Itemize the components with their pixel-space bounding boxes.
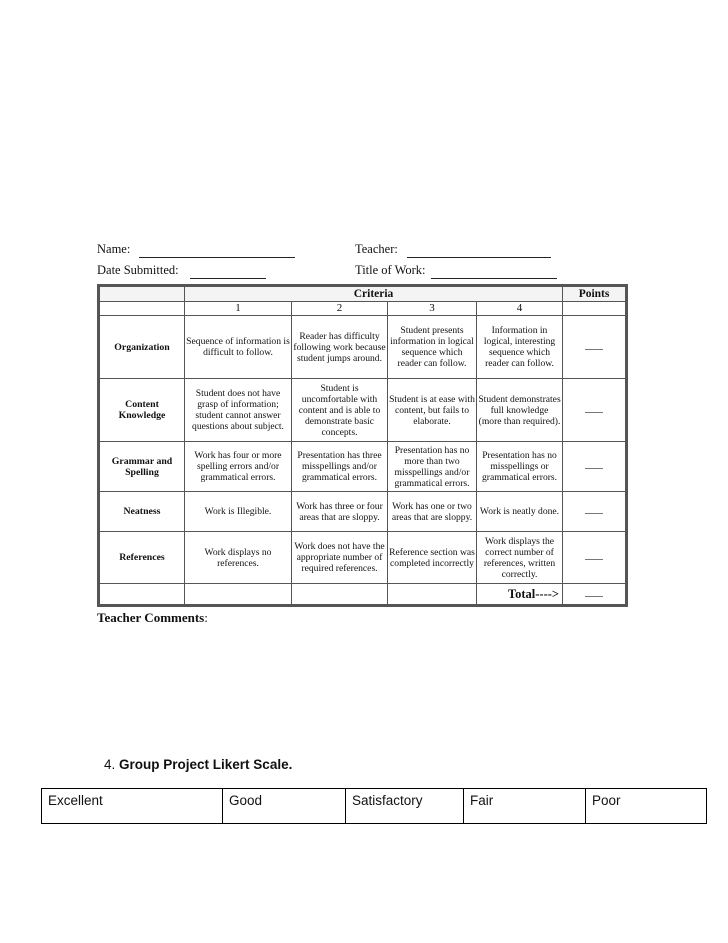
row-label: Neatness (99, 492, 185, 532)
criteria-cell: Work displays the correct number of references, written correctly. (477, 532, 563, 584)
criteria-cell: Student is uncomfortable with content and is able to demonstrate basic concepts. (292, 379, 388, 442)
criteria-cell: Reference section was completed incorrectly (388, 532, 477, 584)
row-label: References (99, 532, 185, 584)
criteria-cell: Information in logical, interesting sequence which reader can follow. (477, 316, 563, 379)
total-empty-cell (292, 584, 388, 606)
levels-points-cell (563, 302, 627, 316)
points-blank (585, 349, 603, 350)
total-empty-cell (185, 584, 292, 606)
criteria-cell: Work has four or more spelling errors and/or grammatical errors. (185, 442, 292, 492)
criteria-cell: Presentation has no more than two misspellings and/or grammatical errors. (388, 442, 477, 492)
points-cell (563, 532, 627, 584)
date-blank-line (190, 278, 266, 279)
points-cell (563, 492, 627, 532)
total-points-cell (563, 584, 627, 606)
criteria-header: Criteria (185, 286, 563, 302)
rubric-row-neatness (99, 492, 627, 532)
criteria-cell: Sequence of information is difficult to follow. (185, 316, 292, 379)
criteria-cell: Presentation has no misspellings or grammatical errors. (477, 442, 563, 492)
likert-option-satisfactory: Satisfactory (346, 789, 464, 824)
points-blank (585, 513, 603, 514)
criteria-cell: Reader has difficulty following work because student jumps around. (292, 316, 388, 379)
points-header: Points (563, 286, 627, 302)
criteria-cell: Work displays no references. (185, 532, 292, 584)
criteria-cell: Work does not have the appropriate number of required references. (292, 532, 388, 584)
level-3: 3 (388, 302, 477, 316)
criteria-cell: Student demonstrates full knowledge (more than required). (477, 379, 563, 442)
likert-option-fair: Fair (464, 789, 586, 824)
row-label: Grammar and Spelling (99, 442, 185, 492)
levels-corner-cell (99, 302, 185, 316)
points-blank (585, 559, 603, 560)
criteria-cell: Student is at ease with content, but fails to elaborate. (388, 379, 477, 442)
criteria-cell: Work has one or two areas that are sloppy. (388, 492, 477, 532)
criteria-cell: Student does not have grasp of information; student cannot answer questions about subject. (185, 379, 292, 442)
row-label: Organization (99, 316, 185, 379)
criteria-cell: Work has three or four areas that are sloppy. (292, 492, 388, 532)
criteria-cell: Presentation has three misspellings and/or grammatical errors. (292, 442, 388, 492)
rubric-row-grammar-and-spelling (99, 442, 627, 492)
rubric-total-row (99, 584, 627, 606)
likert-section-title (104, 757, 292, 772)
level-2: 2 (292, 302, 388, 316)
level-4: 4 (477, 302, 563, 316)
points-cell (563, 316, 627, 379)
name-label: Name: (97, 242, 131, 256)
likert-section-number: 4. (104, 757, 116, 772)
likert-option-excellent: Excellent (42, 789, 223, 824)
total-empty-cell (99, 584, 185, 606)
teacher-comments-colon: : (204, 610, 208, 625)
rubric-table (97, 284, 628, 607)
rubric-image (93, 238, 631, 638)
likert-row (42, 789, 707, 824)
row-label: Content Knowledge (99, 379, 185, 442)
rubric-header-row (99, 286, 627, 302)
total-points-blank (585, 596, 603, 597)
total-empty-cell (388, 584, 477, 606)
date-submitted-label: Date Submitted: (97, 263, 179, 277)
likert-option-poor: Poor (586, 789, 707, 824)
title-of-work-label: Title of Work: (355, 263, 426, 277)
teacher-comments-label (97, 610, 208, 626)
likert-option-good: Good (223, 789, 346, 824)
points-blank (585, 412, 603, 413)
points-cell (563, 442, 627, 492)
total-label: Total----> (477, 584, 563, 606)
points-cell (563, 379, 627, 442)
likert-section-heading: Group Project Likert Scale. (119, 757, 293, 772)
criteria-cell: Work is neatly done. (477, 492, 563, 532)
criteria-cell: Work is Illegible. (185, 492, 292, 532)
rubric-corner-cell (99, 286, 185, 302)
likert-scale-table (41, 788, 707, 824)
teacher-blank-line (407, 257, 551, 258)
teacher-comments-text: Teacher Comments (97, 610, 205, 625)
name-blank-line (139, 257, 295, 258)
criteria-cell: Student presents information in logical sequence which reader can follow. (388, 316, 477, 379)
points-blank (585, 468, 603, 469)
rubric-levels-row (99, 302, 627, 316)
rubric-row-organization (99, 316, 627, 379)
teacher-label: Teacher: (355, 242, 398, 256)
rubric-row-content-knowledge (99, 379, 627, 442)
rubric-row-references (99, 532, 627, 584)
title-blank-line (431, 278, 557, 279)
level-1: 1 (185, 302, 292, 316)
